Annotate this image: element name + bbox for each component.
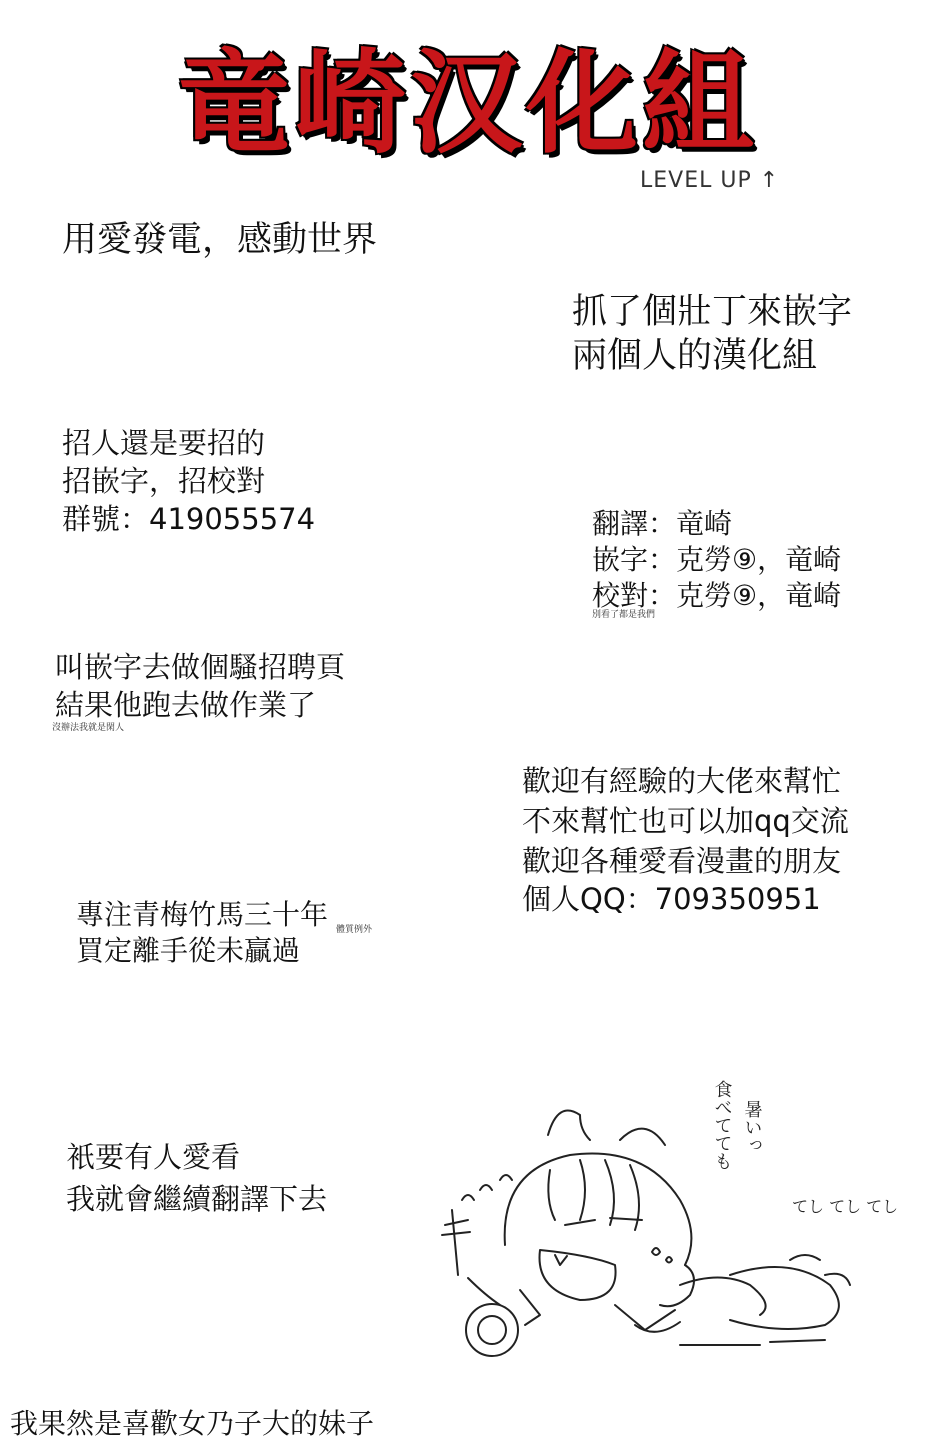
welcome-line-2: 不來幫忙也可以加qq交流 [522, 804, 849, 838]
slogan: 用愛發電，感動世界 [62, 220, 378, 260]
childhood-line-1: 專注青梅竹馬三十年 [76, 898, 329, 931]
welcome-line-3: 歡迎各種愛看漫畫的朋友 [522, 844, 842, 878]
group-title: 竜崎汉化組 [178, 38, 758, 169]
welcome-line-1: 歡迎有經驗的大佬來幫忙 [522, 764, 842, 798]
recruit-line-2: 招嵌字，招校對 [62, 464, 266, 498]
duo-line-2: 兩個人的漢化組 [572, 336, 818, 376]
childhood-line-2: 買定離手從未贏過 [76, 934, 301, 967]
credit-typesetter: 嵌字：克勞⑨，竜崎 [592, 543, 842, 576]
footer-line: 我果然是喜歡女乃子大的妹子 [10, 1407, 375, 1440]
duo-line-1: 抓了個壯丁來嵌字 [572, 292, 853, 332]
drawing-caption-tapping: てし てし てし [792, 1197, 899, 1216]
typeset-story-line-2: 結果他跑去做作業了 [55, 688, 317, 722]
chibi-sketch-illustration [430, 1060, 900, 1360]
typeset-story-line-1: 叫嵌字去做個騷招聘頁 [55, 650, 346, 684]
typeset-story-note: 沒辦法我就是閑人 [52, 723, 125, 733]
credits-note: 別看了都是我們 [592, 610, 656, 620]
level-up-tag: LEVEL UP ↑ [640, 168, 780, 193]
recruit-line-1: 招人還是要招的 [62, 426, 266, 460]
personal-qq: 個人QQ：709350951 [522, 882, 821, 916]
promise-line-2: 我就會繼續翻譯下去 [66, 1182, 328, 1216]
credit-translator: 翻譯：竜崎 [592, 507, 733, 540]
drawing-caption-hot: 暑いっ [741, 1100, 763, 1154]
recruit-group-number: 群號：419055574 [62, 502, 316, 536]
drawing-caption-eating: 食べてても [711, 1080, 733, 1170]
childhood-note: 體質例外 [336, 925, 373, 935]
credit-proofreader: 校對：克勞⑨，竜崎 [592, 579, 842, 612]
promise-line-1: 衹要有人愛看 [66, 1140, 241, 1174]
